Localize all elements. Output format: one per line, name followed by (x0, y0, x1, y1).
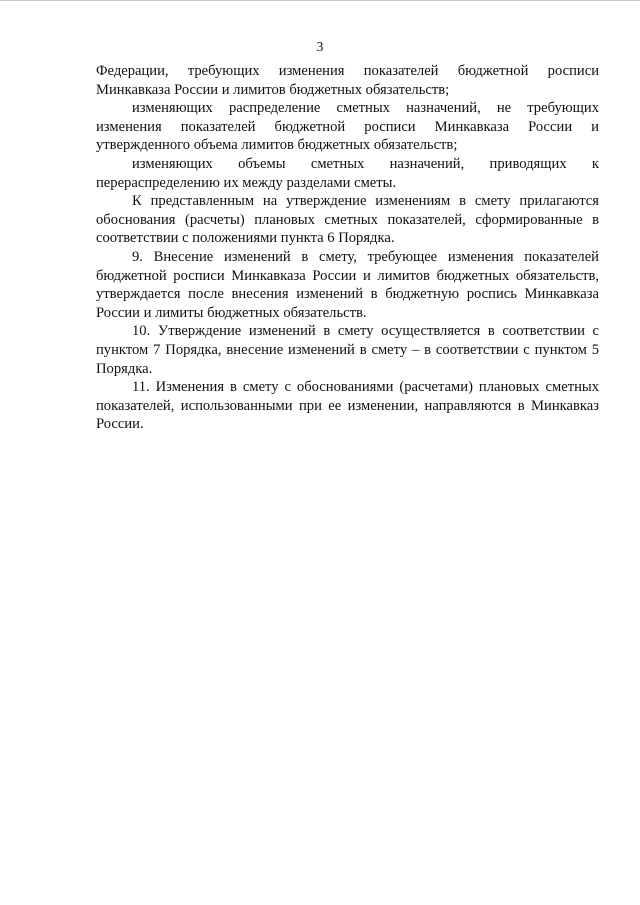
page-number: 3 (316, 39, 324, 54)
paragraph-continuation: Федерации, требующих изменения показателей бюджетной росписи Минкавказа России и лимитов бюджетных обязательств; (96, 63, 599, 98)
paragraph-item-11: 11. Изменения в смету с обоснованиями (расчетами) плановых сметных показателей, использованными при ее изменении, направляются в Минкавказ России. (96, 379, 599, 433)
paragraph-item-9: 9. Внесение изменений в смету, требующее изменения показателей бюджетной росписи Минкавказа России и лимитов бюджетных обязательств, утверждается после внесения изменений в бюджетную роспись Минкавказа России и лимиты бюджетных обязательств. (96, 248, 599, 321)
paragraph-item-10: 10. Утверждение изменений в смету осуществляется в соответствии с пунктом 7 Порядка, внесение изменений в смету – в соответствии с пунктом 5 Порядка. (96, 323, 599, 377)
paragraph-list-item-redistribution: изменяющих распределение сметных назначений, не требующих изменения показателей бюджетной росписи Минкавказа России и утвержденного объема лимитов бюджетных обязательств; (96, 100, 599, 154)
paragraph-list-item-volumes: изменяющих объемы сметных назначений, приводящих к перераспределению их между разделами сметы. (96, 155, 599, 191)
document-body (96, 62, 599, 434)
paragraph-attachments: К представленным на утверждение изменениям в смету прилагаются обоснования (расчеты) плановых сметных показателей, сформированные в соответствии с положениями пункта 6 Порядка. (96, 193, 599, 247)
top-edge-rule (0, 0, 640, 1)
